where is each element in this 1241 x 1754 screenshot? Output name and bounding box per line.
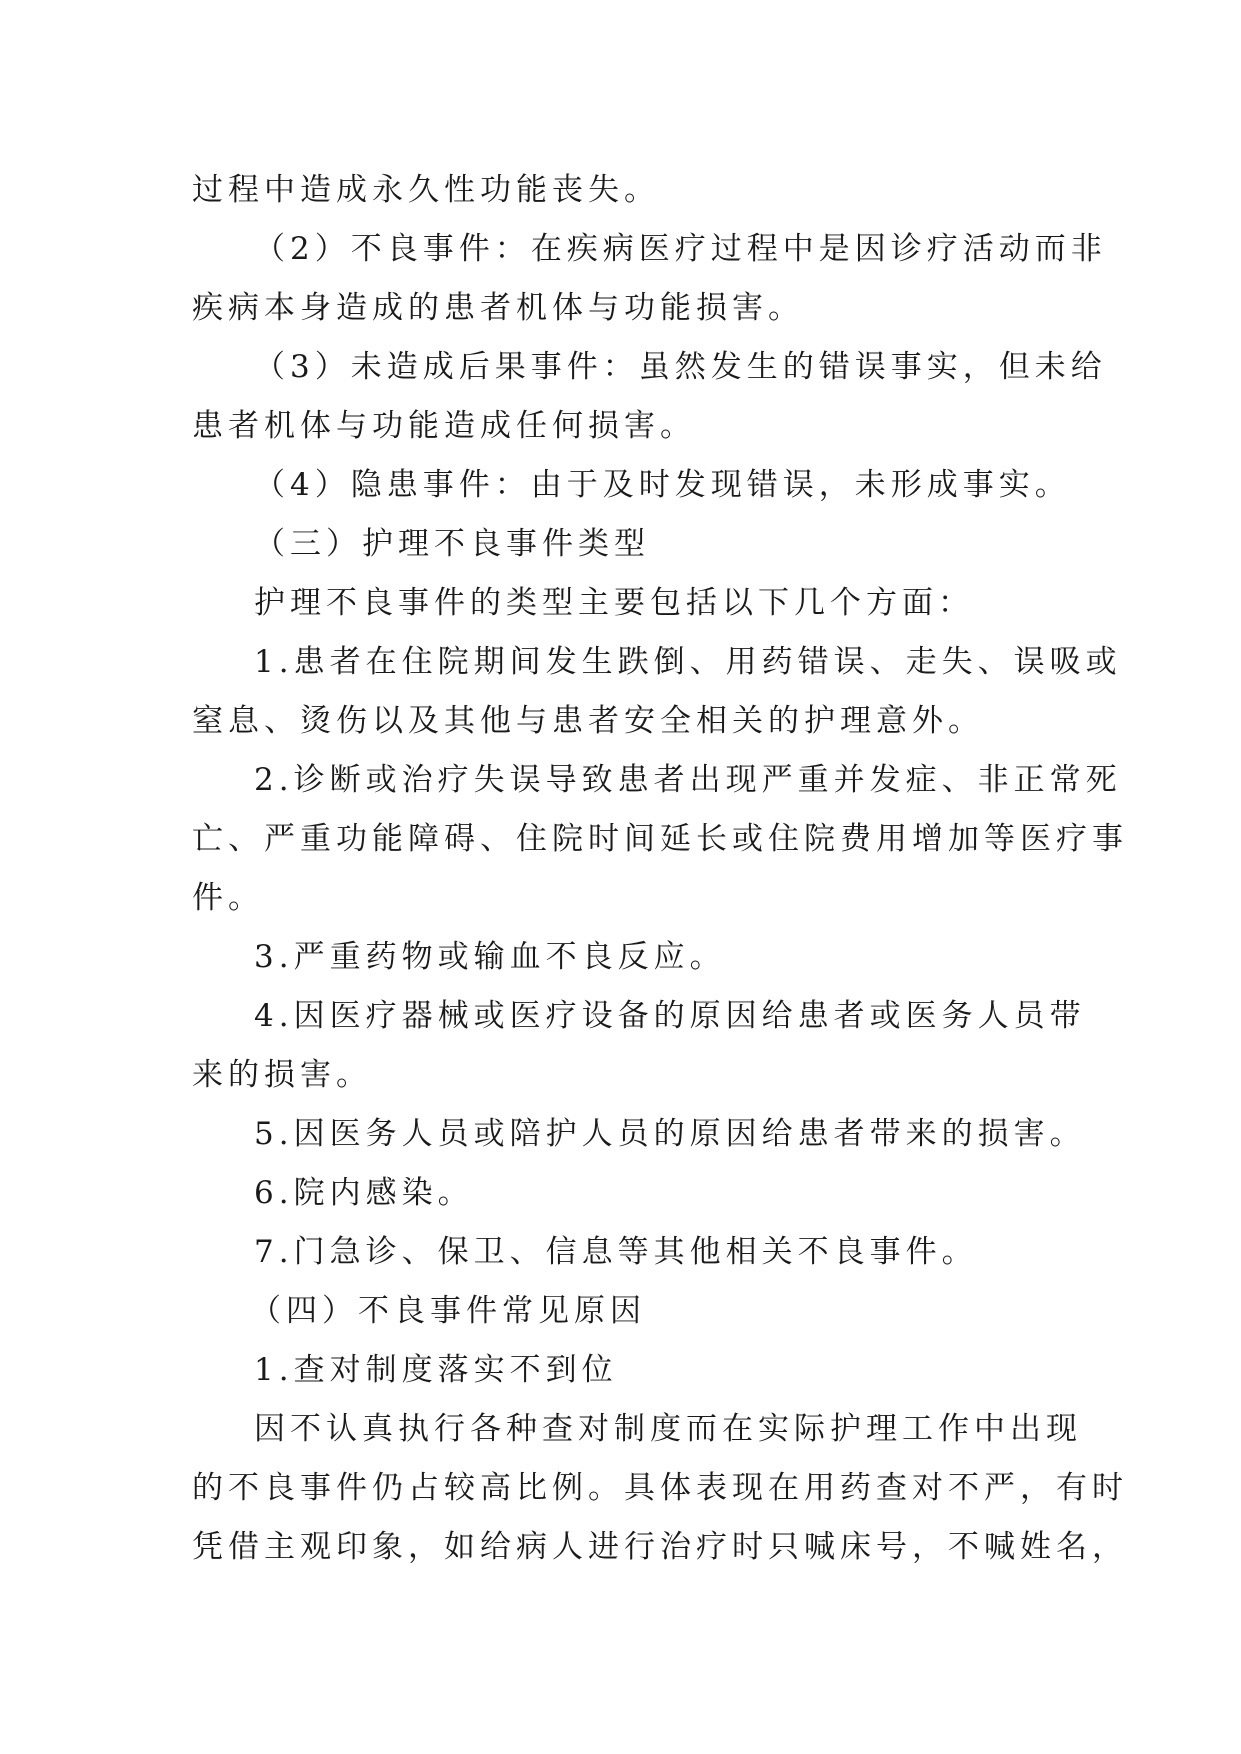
- section-heading: （四）不良事件常见原因: [250, 1293, 646, 1329]
- section-heading: （三）护理不良事件类型: [254, 526, 650, 562]
- text-line: 凭借主观印象，如给病人进行治疗时只喊床号，不喊姓名，: [192, 1529, 1128, 1565]
- text-line: 过程中造成永久性功能丧失。: [192, 172, 660, 208]
- document-body: [192, 161, 1128, 1577]
- list-item: 5.因医务人员或陪护人员的原因给患者带来的损害。: [254, 1116, 1086, 1152]
- list-item: 7.门急诊、保卫、信息等其他相关不良事件。: [254, 1234, 978, 1270]
- list-item: 3.严重药物或输血不良反应。: [254, 939, 726, 975]
- list-item: 2.诊断或治疗失误导致患者出现严重并发症、非正常死: [254, 762, 1122, 798]
- text-line: 件。: [192, 880, 264, 916]
- text-line: 的不良事件仍占较高比例。具体表现在用药查对不严，有时: [192, 1470, 1128, 1506]
- text-line: 窒息、烫伤以及其他与患者安全相关的护理意外。: [192, 703, 984, 739]
- list-item: 4.因医疗器械或医疗设备的原因给患者或医务人员带: [254, 998, 1086, 1034]
- text-line: （3）未造成后果事件：虽然发生的错误事实，但未给: [254, 349, 1107, 385]
- text-line: 因不认真执行各种查对制度而在实际护理工作中出现: [254, 1411, 1082, 1447]
- text-line: 来的损害。: [192, 1057, 372, 1093]
- text-line: 亡、严重功能障碍、住院时间延长或住院费用增加等医疗事: [192, 821, 1128, 857]
- text-line: （4）隐患事件：由于及时发现错误，未形成事实。: [254, 467, 1071, 503]
- text-line: 患者机体与功能造成任何损害。: [192, 408, 696, 444]
- text-line: 疾病本身造成的患者机体与功能损害。: [192, 290, 804, 326]
- list-item: 1.患者在住院期间发生跌倒、用药错误、走失、误吸或: [254, 644, 1122, 680]
- text-line: 护理不良事件的类型主要包括以下几个方面：: [254, 585, 974, 621]
- subsection-heading: 1.查对制度落实不到位: [254, 1352, 618, 1388]
- text-line: （2）不良事件：在疾病医疗过程中是因诊疗活动而非: [254, 231, 1107, 267]
- list-item: 6.院内感染。: [254, 1175, 474, 1211]
